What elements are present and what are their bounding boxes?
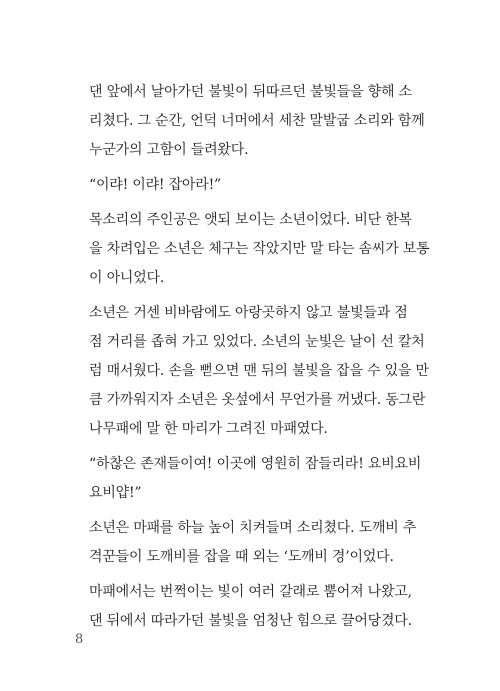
text-line: 점 거리를 좁혀 가고 있었다. 소년의 눈빛은 날이 선 칼처 [89,334,425,350]
text-line: 누군가의 고함이 들려왔다. [89,142,249,158]
body-text [75,78,437,642]
paragraph-1 [75,78,437,165]
text-line: 이 아니었다. [89,270,165,286]
text-line: “하찮은 존재들이여! 이곳에 영원히 잠들리라! 요비요비 [89,456,422,472]
text-line: 소년은 거센 비바람에도 아랑곳하지 않고 불빛들과 점 [89,305,408,321]
paragraph-5 [75,450,437,508]
page-number: 8 [75,632,84,647]
paragraph-3 [75,206,437,293]
paragraph-2 [75,171,437,200]
paragraph-6 [75,514,437,572]
paragraph-4 [75,299,437,444]
paragraph-7 [75,578,437,636]
text-line: 나무패에 말 한 마리가 그려진 마패였다. [89,421,328,437]
text-line: 마패에서는 번쩍이는 빛이 여러 갈래로 뿜어져 나왔고, [89,584,412,600]
text-line: 요비얍!” [89,485,142,501]
text-line: 소년은 마패를 하늘 높이 치켜들며 소리쳤다. 도깨비 추 [89,520,417,536]
text-line: 격꾼들이 도깨비를 잡을 때 외는 ‘도깨비 경’이었다. [89,549,394,565]
text-line: 을 차려입은 소년은 체구는 작았지만 말 타는 솜씨가 보통 [89,241,430,257]
text-line: 목소리의 주인공은 앳되 보이는 소년이었다. 비단 한복 [89,212,412,228]
text-line: 댄 뒤에서 따라가던 불빛을 엄청난 힘으로 끌어당겼다. [89,613,412,629]
text-line: 리쳤다. 그 순간, 언덕 너머에서 세찬 말발굽 소리와 함께 [89,113,425,129]
text-line: 큼 가까워지자 소년은 옷섶에서 무언가를 꺼냈다. 동그란 [89,392,426,408]
text-line: “이랴! 이랴! 잡아라!” [89,177,221,193]
text-line: 댄 앞에서 날아가던 불빛이 뒤따르던 불빛들을 향해 소 [89,84,412,100]
text-line: 럼 매서웠다. 손을 뻗으면 맨 뒤의 불빛을 잡을 수 있을 만 [89,363,429,379]
